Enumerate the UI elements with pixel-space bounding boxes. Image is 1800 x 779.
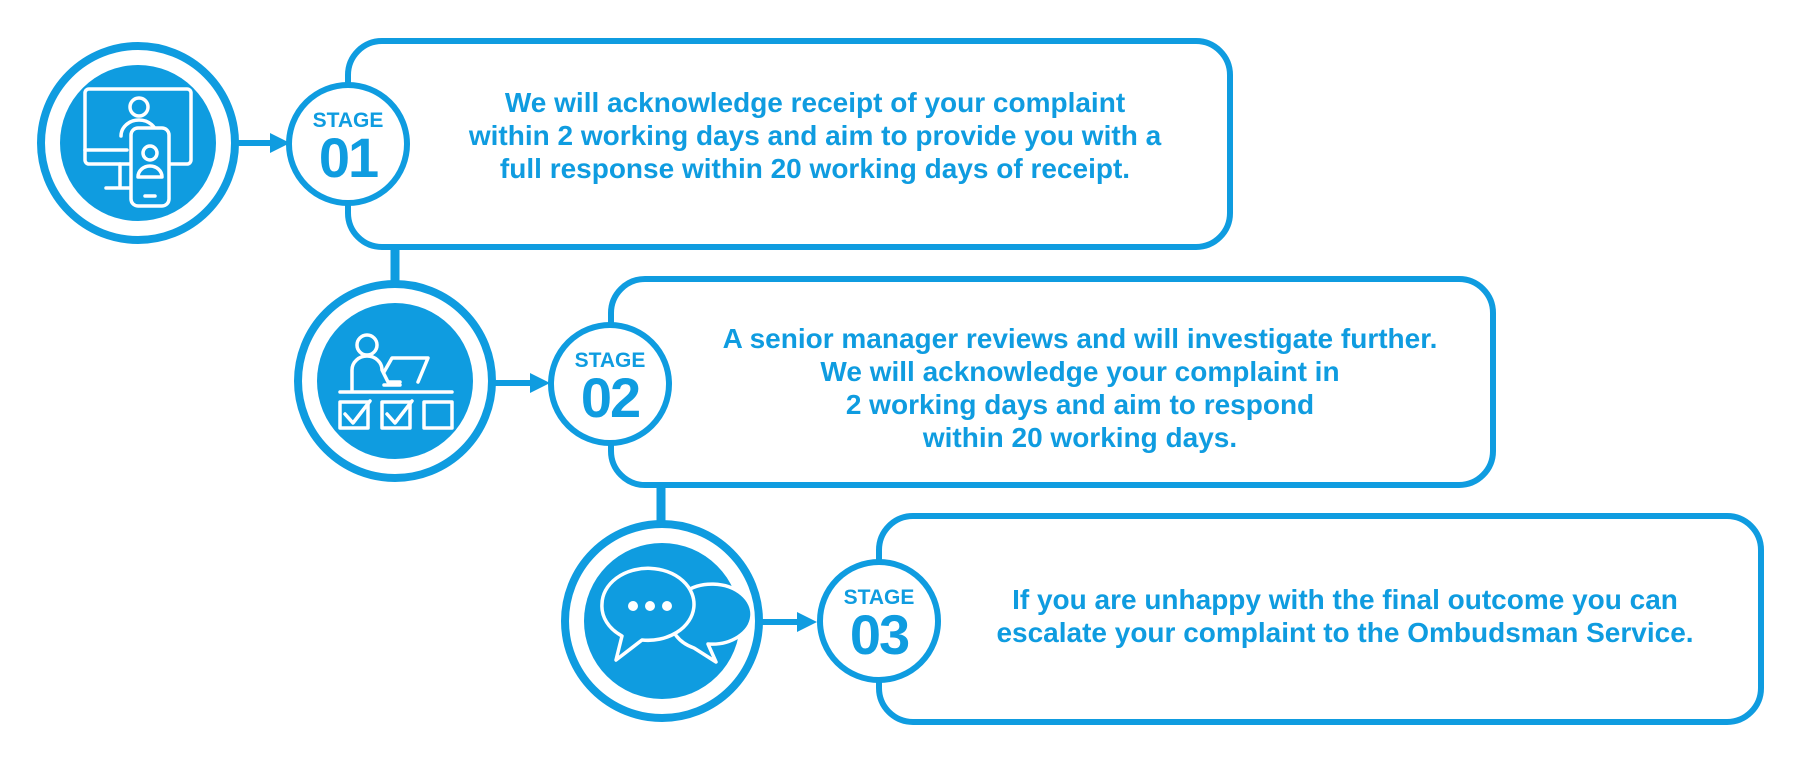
stage-03-line-2: escalate your complaint to the Ombudsman Service. [996, 617, 1694, 648]
stage-01-line-2: within 2 working days and aim to provide you with a [468, 119, 1162, 151]
stage-03-icon-circle [565, 524, 817, 718]
stage-02-icon-circle [298, 284, 550, 478]
stage-02-description [680, 320, 1480, 456]
stage-02-line-1: A senior manager reviews and will investigate further. [722, 323, 1438, 354]
stage-03-label: STAGE [843, 586, 915, 609]
stage-03-number: 03 [849, 603, 909, 666]
stage-01-label: STAGE [312, 109, 384, 132]
stage-01-line-3: full response within 20 working days of receipt. [499, 152, 1131, 184]
stage-03-line-1: If you are unhappy with the final outcome you can [1012, 584, 1678, 615]
stage-01-description [420, 81, 1210, 189]
stage-02-number: 02 [580, 366, 640, 429]
stage-02-line-4: within 20 working days. [922, 422, 1238, 453]
stage-01-line-1: We will acknowledge receipt of your complaint [504, 86, 1126, 118]
stage-02-line-2: We will acknowledge your complaint in [820, 356, 1340, 387]
stage-01-number: 01 [318, 126, 378, 189]
stage-03-description [950, 580, 1740, 652]
stage-02-line-3: 2 working days and aim to respond [845, 389, 1315, 420]
stage-02-label: STAGE [574, 349, 646, 372]
stage-01-icon-circle [41, 46, 290, 240]
